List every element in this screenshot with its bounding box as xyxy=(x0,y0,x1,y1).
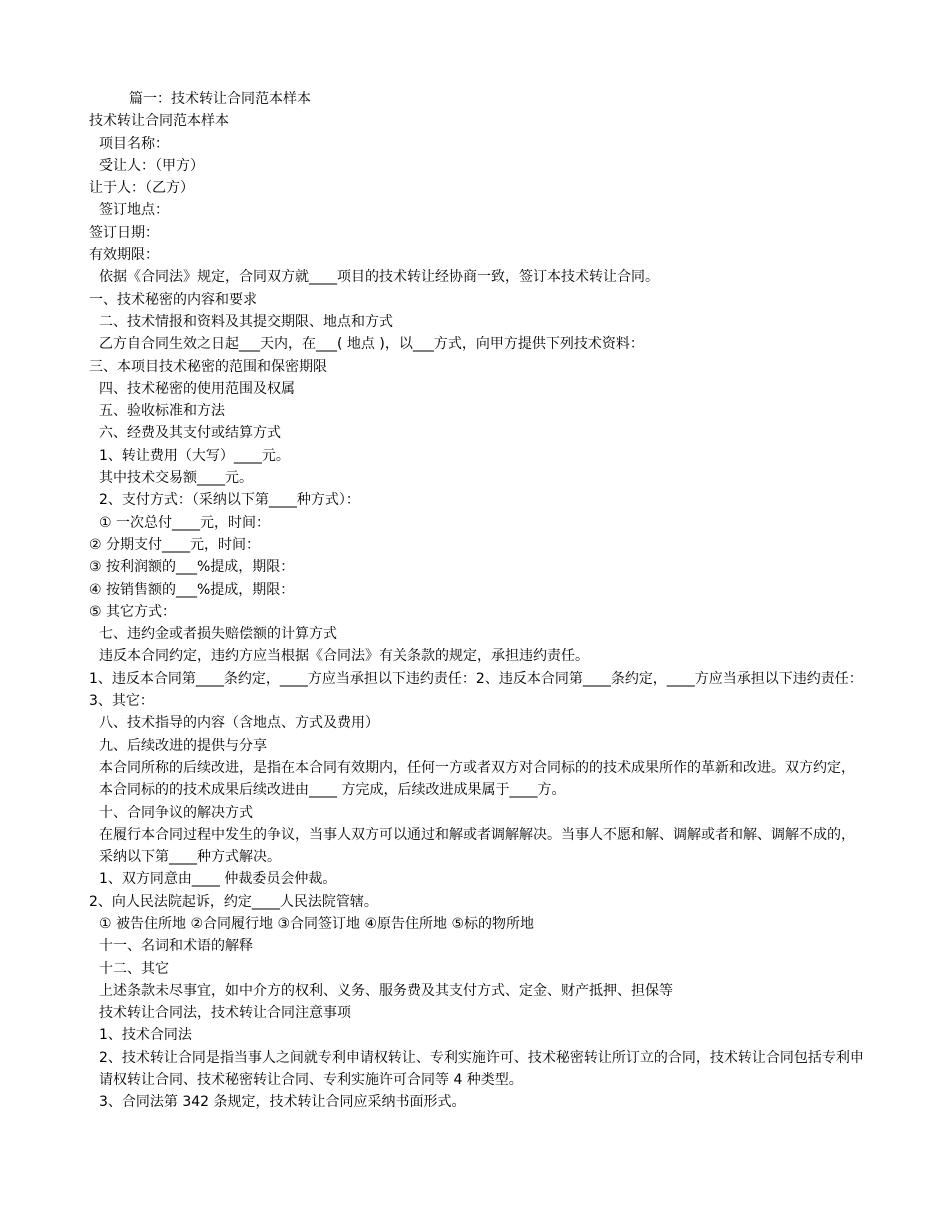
subheading: 技术转让合同法，技术转让合同注意事项 xyxy=(99,1005,351,1022)
section-heading: 六、经费及其支付或结算方式 xyxy=(99,425,281,442)
section-heading: 九、后续改进的提供与分享 xyxy=(99,737,267,754)
list-item: 其中技术交易额____元。 xyxy=(99,470,253,487)
payment-option: ② 分期支付____元，时间： xyxy=(89,536,261,553)
document-title: 技术转让合同范本样本 xyxy=(89,113,229,130)
section-heading: 七、违约金或者损失赔偿额的计算方式 xyxy=(99,626,337,643)
section-heading: 八、技术指导的内容（含地点、方式及费用） xyxy=(99,715,379,732)
transferor-field: 让于人：（乙方） xyxy=(89,180,194,197)
paragraph: 3、合同法第 342 条规定，技术转让合同应采纳书面形式。 xyxy=(99,1094,466,1111)
section-heading: 四、技术秘密的使用范围及权属 xyxy=(99,380,295,397)
list-item: 2、向人民法院起诉，约定____人民法院管辖。 xyxy=(89,893,378,910)
section-heading: 十、合同争议的解决方式 xyxy=(99,804,253,821)
paragraph: 本合同所称的后续改进，是指在本合同有效期内，任何一方或者双方对合同标的的技术成果所作的革新和改进。双方约定，本合同标的的技术成果后续改进由____ 方完成，后续改进成果属于____方。 xyxy=(99,759,855,799)
list-item: 2、支付方式：（采纳以下第____种方式）： xyxy=(99,492,360,509)
section-heading: 十一、名词和术语的解释 xyxy=(99,938,253,955)
signing-place-field: 签订地点： xyxy=(99,202,169,219)
section-heading: 五、验收标准和方法 xyxy=(99,403,225,420)
document-body xyxy=(89,88,864,1114)
preamble-paragraph: 依据《合同法》规定，合同双方就____项目的技术转让经协商一致，签订本技术转让合同。 xyxy=(99,269,659,286)
section-heading: 一、技术秘密的内容和要求 xyxy=(89,291,257,308)
transferee-field: 受让人：（甲方） xyxy=(99,157,204,174)
jurisdiction-options: ① 被告住所地 ②合同履行地 ③合同签订地 ④原告住所地 ⑤标的物所地 xyxy=(99,915,535,932)
project-name-field: 项目名称： xyxy=(99,135,169,152)
section-heading: 三、本项目技术秘密的范围和保密期限 xyxy=(89,358,327,375)
paragraph: 1、违反本合同第____条约定，____方应当承担以下违约责任：2、违反本合同第____条约定，____方应当承担以下违约责任： xyxy=(89,670,863,687)
list-item: 1、双方同意由____ 仲裁委员会仲裁。 xyxy=(99,871,337,888)
section-heading: 十二、其它 xyxy=(99,960,169,977)
paragraph: 乙方自合同生效之日起___天内，在___( 地点 )，以___方式，向甲方提供下列技术资料： xyxy=(99,336,644,353)
document-heading: 篇一：技术转让合同范本样本 xyxy=(129,91,311,107)
payment-option: ④ 按销售额的___%提成，期限： xyxy=(89,581,295,598)
payment-option: ③ 按利润额的___%提成，期限： xyxy=(89,559,295,576)
list-item: 3、其它： xyxy=(89,693,154,710)
list-item: 1、转让费用（大写）____元。 xyxy=(99,447,290,464)
paragraph: 在履行本合同过程中发生的争议，当事人双方可以通过和解或者调解解决。当事人不愿和解、调解或者和解、调解不成的，采纳以下第____种方式解决。 xyxy=(99,826,855,866)
list-item: 1、技术合同法 xyxy=(99,1027,192,1044)
paragraph: 上述条款未尽事宜，如中介方的权利、义务、服务费及其支付方式、定金、财产抵押、担保等 xyxy=(99,982,673,999)
paragraph: 违反本合同约定，违约方应当根据《合同法》有关条款的规定，承担违约责任。 xyxy=(99,648,589,665)
paragraph: 2、技术转让合同是指当事人之间就专利申请权转让、专利实施许可、技术秘密转让所订立的合同，技术转让合同包括专利申请权转让合同、技术秘密转让合同、专利实施许可合同等 4 种类型。 xyxy=(99,1049,864,1089)
validity-period-field: 有效期限： xyxy=(89,247,159,264)
signing-date-field: 签订日期： xyxy=(89,224,159,241)
payment-option: ① 一次总付____元，时间： xyxy=(99,514,271,531)
payment-option: ⑤ 其它方式： xyxy=(89,603,177,620)
section-heading: 二、技术情报和资料及其提交期限、地点和方式 xyxy=(99,313,393,330)
